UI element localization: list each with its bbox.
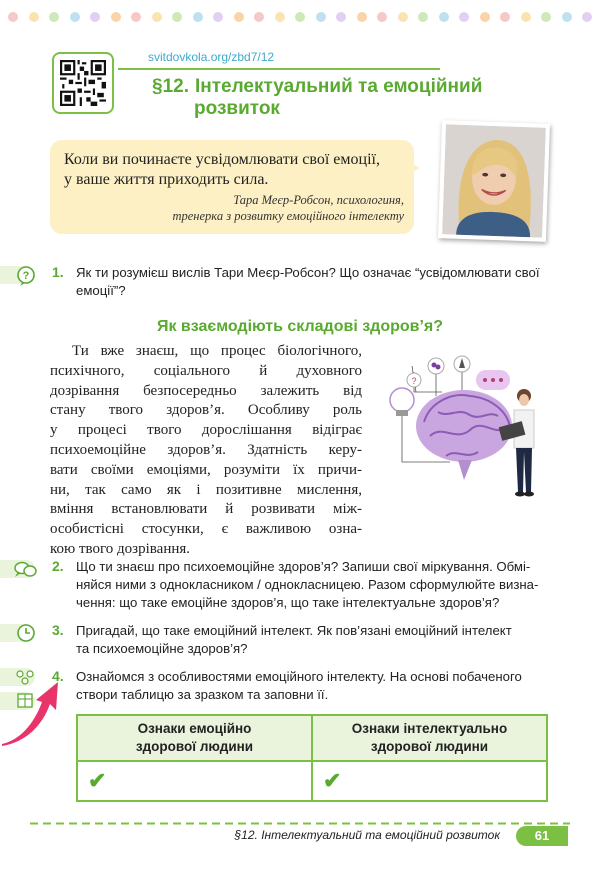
- table-cell[interactable]: [312, 761, 547, 801]
- question-3-number: 3.: [52, 622, 64, 638]
- question-3-line2: та психоемоційне здоров’я?: [76, 641, 248, 656]
- table-cell[interactable]: [77, 761, 312, 801]
- table-header-intellectual: [312, 715, 547, 761]
- decorative-dot: [193, 12, 203, 22]
- quote-author: [104, 192, 404, 224]
- decorative-dot: [172, 12, 182, 22]
- body-line: вати своїми емоціями, розуміти їх причи-: [50, 461, 362, 478]
- decorative-dot: [500, 12, 510, 22]
- quote-line2: у ваше життя приходить сила.: [64, 171, 269, 188]
- footer-dashed-rule: [30, 822, 570, 825]
- checkmark-icon: ✔: [323, 768, 342, 793]
- question-4-line1: Ознайомся з особливостями емоційного інтелекту. На основі побаченого: [76, 669, 522, 684]
- table-header-emotional: [77, 715, 312, 761]
- question-2-line3: чення: що таке емоційне здоров’я, що таке інтелектуальне здоров’я?: [76, 595, 500, 610]
- decorative-dot: [582, 12, 592, 22]
- decorative-dot: [111, 12, 121, 22]
- qr-code-icon: [60, 60, 106, 106]
- decorative-dot: [398, 12, 408, 22]
- body-line: вміння встановлювати й розвивати між-: [50, 501, 362, 518]
- body-line: психічного, соціального й духовного: [50, 362, 362, 379]
- decorative-dot: [357, 12, 367, 22]
- decorative-dot: [8, 12, 18, 22]
- portrait-image: [442, 124, 546, 237]
- table-header-line: Ознаки інтелектуально: [351, 721, 508, 736]
- decorative-dot: [49, 12, 59, 22]
- decorative-dot: [234, 12, 244, 22]
- decorative-dot: [377, 12, 387, 22]
- section-heading: Як взаємодіють складові здоров’я?: [156, 318, 444, 335]
- decorative-dot: [316, 12, 326, 22]
- decorative-dot: [541, 12, 551, 22]
- quote-text: [64, 150, 404, 190]
- running-title: §12. Інтелектуальний та емоційний розвиток: [234, 828, 500, 842]
- author-photo: [438, 120, 550, 242]
- question-4-line2: створи таблицю за зразком та заповни її.: [76, 687, 329, 702]
- question-bubble-icon: [0, 264, 40, 286]
- question-3-text: [76, 622, 562, 658]
- quote-box-tail: [406, 160, 420, 176]
- question-3-line1: Пригадай, що таке емоційний інтелект. Як пов’язані емоційний інтелект: [76, 623, 512, 638]
- decorative-dot: [439, 12, 449, 22]
- table-row: [77, 761, 547, 801]
- svg-text:?: ?: [411, 376, 417, 386]
- decorative-dot: [295, 12, 305, 22]
- decorative-dot: [131, 12, 141, 22]
- quote-author-line2: тренерка з розвитку емоційного інтелекту: [172, 209, 404, 223]
- decorative-dot: [29, 12, 39, 22]
- qr-code[interactable]: [52, 52, 114, 114]
- question-2-number: 2.: [52, 558, 64, 574]
- decorative-dot: [459, 12, 469, 22]
- question-4-text: [76, 668, 562, 704]
- lesson-number: §12.: [152, 76, 189, 97]
- body-line: стану твого здоров’я. Особливу роль: [50, 402, 362, 419]
- lesson-title-line2: розвиток: [194, 98, 280, 119]
- checkmark-icon: ✔: [88, 768, 107, 793]
- decorative-dot: [70, 12, 80, 22]
- speech-bubbles-icon: [0, 558, 40, 580]
- decorative-dot: [213, 12, 223, 22]
- table-header-line: здорової людини: [370, 739, 489, 754]
- question-2-line1: Що ти знаєш про психоемоційне здоров’я? Запиши свої міркування. Обмі-: [76, 559, 531, 574]
- decorative-dot: [336, 12, 346, 22]
- table-header-line: здорової людини: [135, 739, 254, 754]
- question-1-line2: емоції”?: [76, 283, 126, 298]
- decorative-dot: [254, 12, 264, 22]
- body-line: особистісні стосунки, є важливою озна-: [50, 521, 362, 538]
- svg-text:?: ?: [22, 270, 30, 282]
- body-paragraph: [50, 342, 362, 560]
- body-line: дозрівання безпосередньо залежить від: [50, 382, 362, 399]
- body-line: психоемоційне здоров’я. Здатність керу-: [50, 441, 362, 458]
- quote-author-line1: Тара Меєр-Робсон, психологиня,: [233, 193, 404, 207]
- body-line: у процесі твого дорослішання відіграє: [50, 422, 362, 439]
- table-header-line: Ознаки емоційно: [137, 721, 252, 736]
- header-rule: [118, 68, 440, 70]
- decorative-dot: [90, 12, 100, 22]
- decorative-dot: [562, 12, 572, 22]
- decorative-dot: [480, 12, 490, 22]
- lesson-title: [152, 76, 512, 120]
- decorative-dot: [521, 12, 531, 22]
- clock-icon: [0, 622, 40, 644]
- signs-table: [76, 714, 548, 802]
- arrow-icon: [0, 676, 66, 746]
- decorative-dot: [152, 12, 162, 22]
- brain-illustration: [372, 352, 558, 510]
- question-1-number: 1.: [52, 264, 64, 280]
- body-line: кою твого дозрівання.: [50, 540, 191, 557]
- question-1-text: [76, 264, 562, 300]
- question-2-line2: няйся ними з однокласником / однокласницею. Разом сформулюйте визна-: [76, 577, 539, 592]
- body-line: Ти вже знаєш, що процес біологічного,: [72, 343, 362, 359]
- lesson-title-line1: Інтелектуальний та емоційний: [194, 76, 483, 97]
- decorative-dot: [275, 12, 285, 22]
- question-4-number: 4.: [52, 668, 64, 684]
- question-1-line1: Як ти розумієш вислів Тари Меєр-Робсон? Що означає “усвідомлювати свої: [76, 265, 540, 280]
- qr-link[interactable]: svitdovkola.org/zbd7/12: [148, 50, 275, 64]
- decorative-dots-row: [0, 12, 600, 24]
- table-header-row: [77, 715, 547, 761]
- quote-line1: Коли ви починаєте усвідомлювати свої емоції,: [64, 151, 380, 168]
- question-2-text: [76, 558, 562, 612]
- page-number: 61: [516, 826, 568, 846]
- body-line: ни, так само як і позитивне мислення,: [50, 481, 362, 498]
- decorative-dot: [418, 12, 428, 22]
